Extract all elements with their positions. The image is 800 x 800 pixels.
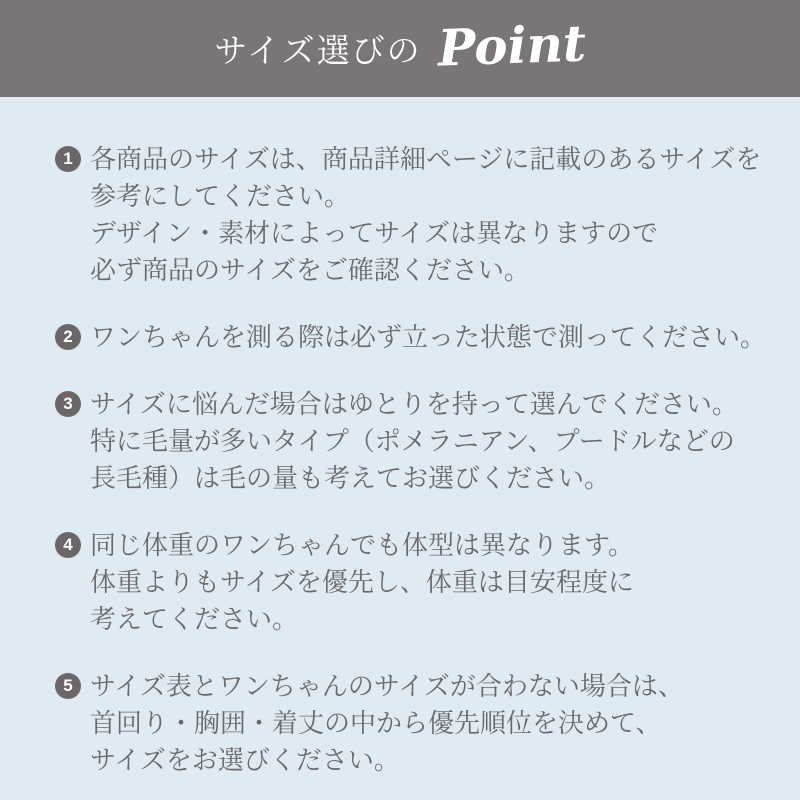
point-text-5: [90, 668, 684, 779]
point-text-line: ワンちゃんを測る際は必ず立った状態で測ってください。: [90, 322, 767, 352]
point-text-line: 首回り・胸囲・着丈の中から優先順位を決めて、: [90, 708, 662, 738]
header-title-japanese: サイズ選びの: [214, 32, 422, 69]
point-number-badge-2: 2: [55, 324, 81, 350]
point-number-badge-5: 5: [55, 673, 81, 699]
point-text-line: 特に毛量が多いタイプ（ポメラニアン、プードルなどの: [90, 426, 735, 456]
point-item-5: [55, 668, 750, 779]
point-text-2: [90, 319, 766, 356]
point-number-badge-1: 1: [55, 146, 81, 172]
point-text-line: サイズ表とワンちゃんのサイズが合わない場合は、: [90, 671, 684, 701]
point-text-line: 考えてください。: [90, 604, 299, 634]
header-title-script: Point: [436, 12, 587, 78]
point-number-badge-4: 4: [55, 532, 81, 558]
point-text-line: 体重よりもサイズを優先し、体重は目安程度に: [90, 567, 634, 597]
point-item-2: [55, 319, 767, 356]
point-text-line: 必ず商品のサイズをご確認ください。: [90, 255, 530, 285]
point-text-line: デザイン・素材によってサイズは異なりますので: [90, 218, 659, 248]
point-text-4: [90, 527, 634, 638]
points-list: [0, 97, 800, 779]
point-text-line: サイズに悩んだ場合はゆとりを持って選んでください。: [90, 389, 738, 419]
point-text-1: [90, 141, 761, 289]
point-item-4: [55, 527, 750, 638]
point-item-3: [55, 386, 750, 497]
header: [0, 0, 800, 97]
point-text-line: 長毛種）は毛の量も考えてお選びください。: [90, 463, 611, 493]
point-number-badge-3: 3: [55, 391, 81, 417]
point-text-line: 同じ体重のワンちゃんでも体型は異なります。: [90, 530, 634, 560]
point-item-1: [55, 141, 762, 289]
point-text-line: サイズをお選びください。: [90, 745, 400, 775]
point-text-line: 各商品のサイズは、商品詳細ページに記載のあるサイズを: [90, 144, 762, 174]
point-text-3: [90, 386, 738, 497]
point-text-line: 参考にしてください。: [90, 181, 351, 211]
